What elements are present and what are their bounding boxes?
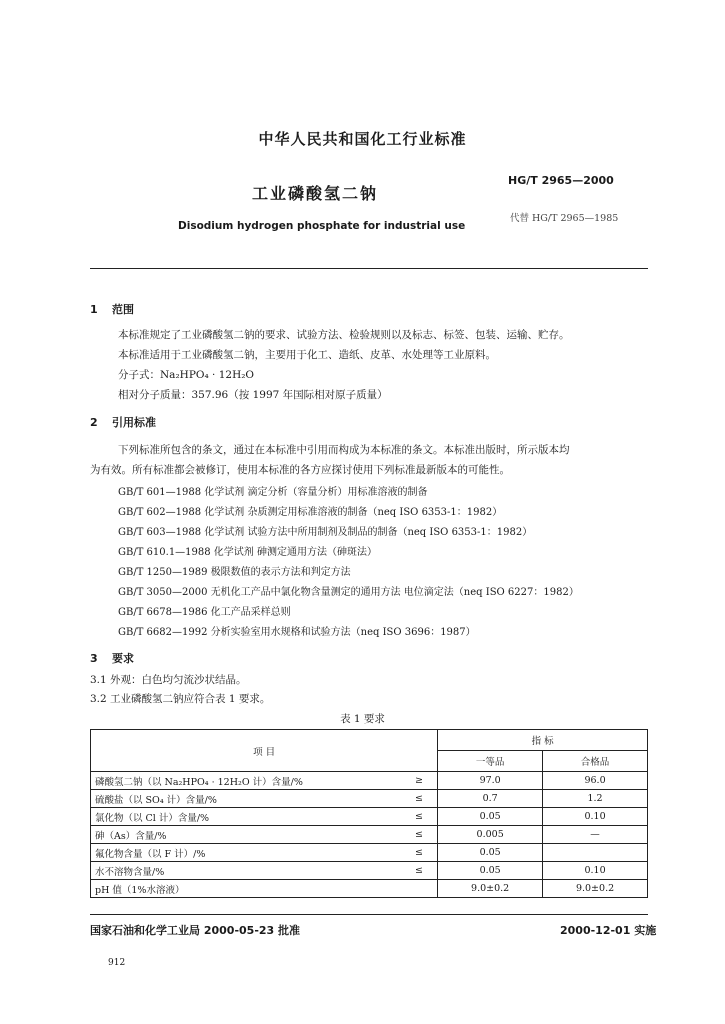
molecular-mass: 相对分子质量：357.96（按 1997 年国际相对原子质量） bbox=[118, 389, 388, 401]
row-item: pH 值（1%水溶液） bbox=[91, 880, 401, 898]
row-qualified-value: — bbox=[543, 826, 648, 844]
row-operator: ≤ bbox=[401, 862, 438, 880]
effective-date: 2000-12-01 实施 bbox=[560, 924, 657, 937]
table-row bbox=[91, 808, 648, 826]
reference-item: GB/T 3050—2000 无机化工产品中氯化物含量测定的通用方法 电位滴定法（neq ISO 6227：1982） bbox=[118, 587, 579, 598]
row-grade1-value: 0.05 bbox=[438, 862, 543, 880]
row-operator: ≤ bbox=[401, 826, 438, 844]
section-title: 范围 bbox=[112, 303, 134, 316]
row-item: 水不溶物含量/% bbox=[91, 862, 401, 880]
page-number: 912 bbox=[108, 958, 126, 968]
table-row bbox=[91, 772, 648, 790]
section-title: 引用标准 bbox=[112, 416, 156, 429]
section-number: 2 bbox=[90, 416, 98, 429]
row-grade1-value: 0.7 bbox=[438, 790, 543, 808]
standard-code: HG/T 2965—2000 bbox=[508, 174, 614, 187]
section-2-heading bbox=[90, 414, 156, 430]
clause-3-1: 3.1 外观：白色均匀流沙状结晶。 bbox=[90, 674, 247, 686]
replaces-standard: 代替 HG/T 2965—1985 bbox=[510, 213, 619, 224]
row-qualified-value: 9.0±0.2 bbox=[543, 880, 648, 898]
reference-item: GB/T 610.1—1988 化学试剂 砷测定通用方法（砷斑法） bbox=[118, 547, 377, 558]
row-qualified-value: 1.2 bbox=[543, 790, 648, 808]
molecular-formula: 分子式：Na₂HPO₄ · 12H₂O bbox=[118, 369, 255, 381]
row-operator: ≤ bbox=[401, 790, 438, 808]
table-caption: 表 1 要求 bbox=[340, 713, 385, 725]
row-item: 氯化物（以 Cl 计）含量/% bbox=[91, 808, 401, 826]
document-title-english: Disodium hydrogen phosphate for industrial use bbox=[178, 220, 466, 232]
row-qualified-value: 96.0 bbox=[543, 772, 648, 790]
column-header-qualified: 合格品 bbox=[543, 751, 648, 772]
table-row bbox=[91, 862, 648, 880]
column-header-item: 项 目 bbox=[91, 730, 438, 772]
table-row bbox=[91, 826, 648, 844]
row-qualified-value: 0.10 bbox=[543, 862, 648, 880]
row-item: 硫酸盐（以 SO₄ 计）含量/% bbox=[91, 790, 401, 808]
row-grade1-value: 0.05 bbox=[438, 844, 543, 862]
row-operator: ≥ bbox=[401, 772, 438, 790]
row-item: 氟化物含量（以 F 计）/% bbox=[91, 844, 401, 862]
row-grade1-value: 0.005 bbox=[438, 826, 543, 844]
row-grade1-value: 97.0 bbox=[438, 772, 543, 790]
row-operator: ≤ bbox=[401, 844, 438, 862]
paragraph: 下列标准所包含的条文，通过在本标准中引用而构成为本标准的条文。本标准出版时，所示版本均 bbox=[118, 444, 570, 456]
paragraph: 本标准规定了工业磷酸氢二钠的要求、试验方法、检验规则以及标志、标签、包装、运输、贮存。 bbox=[118, 329, 570, 341]
row-grade1-value: 9.0±0.2 bbox=[438, 880, 543, 898]
table-header-row bbox=[91, 730, 648, 751]
reference-item: GB/T 601—1988 化学试剂 滴定分析（容量分析）用标准溶液的制备 bbox=[118, 487, 428, 498]
reference-item: GB/T 6678—1986 化工产品采样总则 bbox=[118, 607, 291, 618]
table-row bbox=[91, 790, 648, 808]
section-3-heading bbox=[90, 650, 134, 666]
section-number: 1 bbox=[90, 303, 98, 316]
requirements-table bbox=[90, 729, 648, 898]
reference-item: GB/T 602—1988 化学试剂 杂质测定用标准溶液的制备（neq ISO 6353-1：1982） bbox=[118, 507, 503, 518]
row-operator: ≤ bbox=[401, 808, 438, 826]
section-1-heading bbox=[90, 301, 134, 317]
paragraph: 为有效。所有标准都会被修订，使用本标准的各方应探讨使用下列标准最新版本的可能性。 bbox=[90, 464, 510, 476]
approval-line: 国家石油和化学工业局 2000-05-23 批准 bbox=[90, 924, 301, 937]
reference-item: GB/T 6682—1992 分析实验室用水规格和试验方法（neq ISO 3696：1987） bbox=[118, 627, 476, 638]
column-header-grade1: 一等品 bbox=[438, 751, 543, 772]
row-item: 磷酸氢二钠（以 Na₂HPO₄ · 12H₂O 计）含量/% bbox=[91, 772, 401, 790]
row-grade1-value: 0.05 bbox=[438, 808, 543, 826]
header-divider bbox=[90, 268, 648, 269]
row-qualified-value bbox=[543, 844, 648, 862]
row-operator bbox=[401, 880, 438, 898]
reference-item: GB/T 1250—1989 极限数值的表示方法和判定方法 bbox=[118, 567, 351, 578]
section-title: 要求 bbox=[112, 652, 134, 665]
clause-3-2: 3.2 工业磷酸氢二钠应符合表 1 要求。 bbox=[90, 693, 271, 705]
standard-org-title: 中华人民共和国化工行业标准 bbox=[258, 130, 467, 148]
column-header-index: 指 标 bbox=[438, 730, 648, 751]
table-row bbox=[91, 844, 648, 862]
table-row bbox=[91, 880, 648, 898]
row-item: 砷（As）含量/% bbox=[91, 826, 401, 844]
footer-divider bbox=[90, 914, 648, 915]
reference-item: GB/T 603—1988 化学试剂 试验方法中所用制剂及制品的制备（neq ISO 6353-1：1982） bbox=[118, 527, 533, 538]
section-number: 3 bbox=[90, 652, 98, 665]
row-qualified-value: 0.10 bbox=[543, 808, 648, 826]
document-title: 工业磷酸氢二钠 bbox=[251, 184, 378, 203]
paragraph: 本标准适用于工业磷酸氢二钠，主要用于化工、造纸、皮革、水处理等工业原料。 bbox=[118, 349, 496, 361]
